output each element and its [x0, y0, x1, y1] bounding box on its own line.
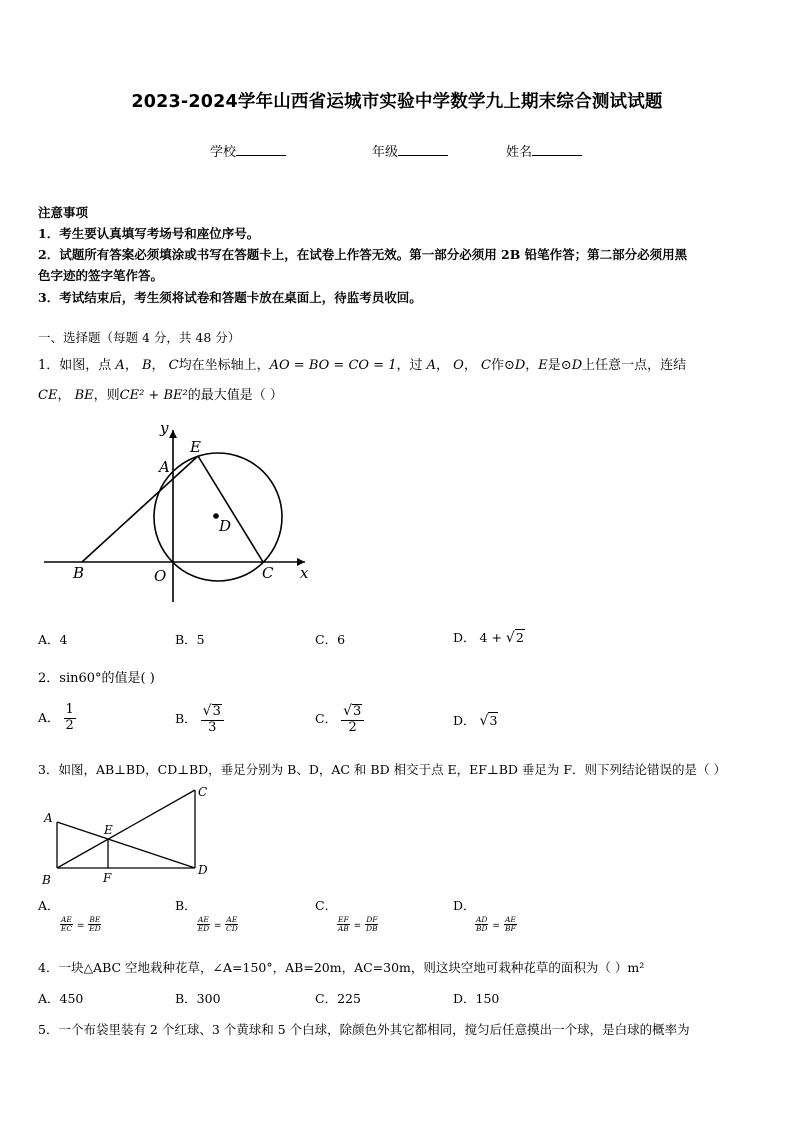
- q3-option-a[interactable]: [38, 896, 101, 934]
- q1-option-c[interactable]: C．6: [315, 632, 346, 647]
- note-item-1: 1．考生要认真填写考场号和座位序号。: [38, 226, 260, 241]
- q1-point-b: B: [141, 358, 152, 373]
- fraction-denominator: DB: [366, 924, 378, 934]
- q1-option-d-term: 4 +: [479, 630, 502, 645]
- q1-text: 是⊙: [547, 358, 572, 373]
- sqrt-icon: √: [505, 630, 515, 646]
- equals-sign: =: [492, 921, 500, 932]
- q3-option-d[interactable]: [453, 896, 517, 934]
- q4-option-a[interactable]: A．450: [38, 991, 84, 1006]
- q3-option-b-right: [225, 916, 238, 934]
- q1-label-e: E: [190, 438, 201, 456]
- fraction-denominator: BF: [505, 924, 516, 934]
- fraction-denominator: ED: [197, 924, 210, 934]
- q1-label-d: D: [219, 517, 232, 535]
- q1-point-c: C: [168, 358, 179, 373]
- q1-circle-d: D: [571, 358, 583, 373]
- q2-option-d-label: D．: [453, 713, 476, 728]
- q2-option-a-numerator: 1: [65, 702, 74, 717]
- q3-option-d-label: D．: [453, 898, 476, 913]
- note-item-2: 2．试题所有答案必须填涂或书写在答题卡上，在试卷上作答无效。第一部分必须用 2B 铅笔作答；第二部分必须用黑: [38, 247, 688, 262]
- q1-option-a[interactable]: A．4: [38, 632, 68, 647]
- q2-option-d-radicand: 3: [489, 713, 498, 728]
- school-label: 学校: [210, 145, 237, 160]
- fraction-numerator: AE: [226, 915, 238, 924]
- q2-option-c-label: C．: [315, 710, 338, 726]
- q3-label-d: D: [198, 863, 208, 877]
- note-item-2-cont: 色字迹的签字笔作答。: [38, 268, 164, 283]
- q1-label-o: O: [154, 567, 167, 585]
- q1-text: ，: [525, 358, 539, 373]
- section-heading: 一、选择题（每题 4 分，共 48 分）: [38, 330, 241, 345]
- q1-option-d-radicand: 2: [515, 630, 524, 645]
- q3-label-a: A: [44, 811, 53, 825]
- q1-label-b: B: [73, 564, 85, 582]
- q1-expression: CE² + BE²: [119, 388, 188, 403]
- q4-option-c[interactable]: C．225: [315, 991, 361, 1006]
- fraction-denominator: CD: [225, 924, 238, 934]
- fraction-denominator: ED: [89, 924, 101, 934]
- q1-label-x: x: [300, 564, 309, 582]
- sqrt-icon: √: [479, 713, 489, 729]
- q1-text: 作⊙: [490, 358, 515, 373]
- q3-option-d-left: [475, 916, 488, 934]
- q2-option-b-label: B．: [175, 710, 197, 726]
- q2-option-b-denominator: 3: [208, 719, 217, 735]
- notes-heading: 注意事项: [38, 205, 89, 220]
- q4-stem: 4．一块△ABC 空地栽种花草，∠A=150°，AB=20m，AC=30m，则这块空地可栽种花草的面积为（ ）m²: [38, 960, 645, 975]
- fraction-numerator: DF: [366, 915, 378, 924]
- q3-option-c-label: C．: [315, 898, 338, 913]
- q3-option-c[interactable]: [315, 896, 378, 934]
- fraction-denominator: EC: [60, 924, 73, 934]
- q1-point-e: E: [538, 358, 548, 373]
- q1-circle-d: D: [514, 358, 526, 373]
- q4-option-b[interactable]: B．300: [175, 991, 221, 1006]
- q2-option-b-radicand: 3: [212, 704, 221, 719]
- fraction-denominator: BD: [475, 924, 488, 934]
- q3-option-a-label: A．: [38, 898, 60, 913]
- q1-point-c: C: [480, 358, 491, 373]
- q1-option-d-label: D．: [453, 630, 476, 645]
- q3-label-b: B: [42, 873, 51, 887]
- q1-stem-line2: CE， BE，则CE² + BE²的最大值是（ ）: [38, 388, 283, 403]
- fraction-numerator: AD: [476, 915, 488, 924]
- q1-label-a: A: [159, 458, 170, 476]
- fraction-numerator: EF: [338, 915, 349, 924]
- equals-sign: =: [213, 921, 222, 932]
- q1-point-a: A: [426, 358, 437, 373]
- q3-option-b-left: [197, 916, 210, 934]
- q1-segment-be: BE: [74, 388, 94, 403]
- fraction-numerator: AE: [61, 915, 72, 924]
- q3-label-c: C: [198, 785, 208, 799]
- name-label: 姓名: [506, 145, 533, 160]
- q2-option-c-denominator: 2: [348, 719, 357, 735]
- equals-sign: =: [353, 921, 362, 932]
- q3-option-c-right: [365, 916, 378, 934]
- fraction-denominator: AB: [337, 924, 349, 934]
- q3-label-f: F: [103, 871, 112, 885]
- q3-option-a-right: [88, 916, 101, 934]
- q1-text: 均在坐标轴上，: [178, 358, 270, 373]
- q1-point-o: O: [453, 358, 464, 373]
- q1-text: 上任意一点，连结: [582, 358, 687, 373]
- q5-stem: 5．一个布袋里装有 2 个红球、3 个黄球和 5 个白球，除颜色外其它都相同，搅匀后任意摸出一个球，是白球的概率为: [38, 1022, 690, 1037]
- sqrt-icon: √: [202, 703, 212, 719]
- q1-text: 1．如图，点: [38, 358, 112, 373]
- equals-sign: =: [76, 921, 85, 932]
- q1-text: 的最大值是（ ）: [187, 388, 283, 403]
- q1-stem-line1: 1．如图，点 A， B， C均在坐标轴上，AO = BO = CO = 1，过 A， O， C作⊙D，E是⊙D上任意一点，连结: [38, 358, 687, 373]
- q2-option-a-label: A．: [38, 709, 60, 725]
- q3-option-d-right: [504, 916, 517, 934]
- fraction-numerator: AE: [198, 915, 209, 924]
- q1-text: ，则: [93, 388, 120, 403]
- fraction-numerator: AE: [504, 915, 516, 924]
- page-title: 2023-2024学年山西省运城市实验中学数学九上期末综合测试试题: [131, 92, 663, 112]
- q3-option-c-left: [337, 916, 350, 934]
- q2-option-c-radicand: 3: [352, 704, 362, 719]
- q2-stem: 2．sin60°的值是( ): [38, 671, 155, 686]
- q3-label-e: E: [104, 823, 113, 837]
- q3-option-b-label: B．: [175, 898, 197, 913]
- note-item-3: 3．考试结束后，考生须将试卷和答题卡放在桌面上，待监考员收回。: [38, 290, 422, 305]
- sqrt-icon: √: [343, 703, 352, 719]
- q1-text: ，过: [396, 358, 423, 373]
- q3-option-a-left: [60, 916, 73, 934]
- fraction-numerator: BE: [89, 915, 101, 924]
- q1-label-c: C: [262, 564, 274, 582]
- q3-stem: 3．如图，AB⊥BD，CD⊥BD，垂足分别为 B、D，AC 和 BD 相交于点 E，EF⊥BD 垂足为 F．则下列结论错误的是（ ）: [38, 762, 727, 777]
- grade-label: 年级: [372, 145, 399, 160]
- q1-equation: AO = BO = CO = 1: [269, 358, 397, 373]
- q1-option-b[interactable]: B．5: [175, 632, 205, 647]
- q1-point-a: A: [115, 358, 125, 373]
- q1-segment-ce: CE: [38, 388, 58, 403]
- q4-option-d[interactable]: D．150: [453, 991, 500, 1006]
- q3-option-b[interactable]: [175, 896, 238, 934]
- q1-label-y: y: [160, 419, 169, 437]
- q2-option-a-denominator: 2: [65, 717, 74, 733]
